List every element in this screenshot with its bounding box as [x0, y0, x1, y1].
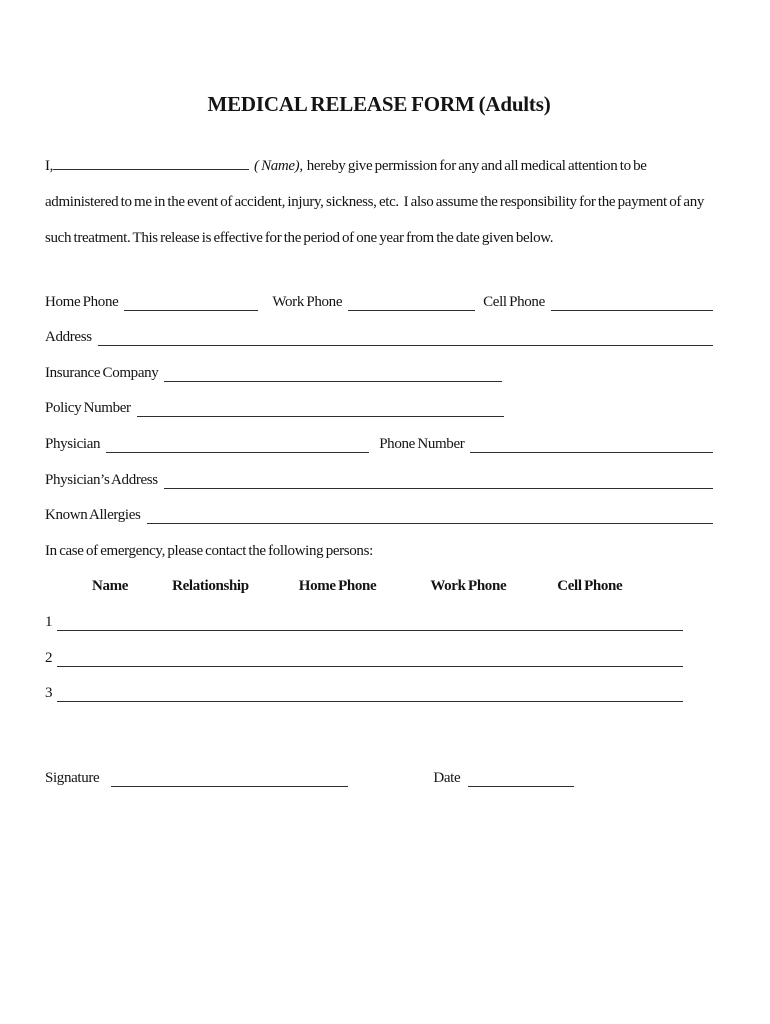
address-blank[interactable] [98, 345, 713, 346]
date-blank[interactable] [468, 786, 574, 787]
work-phone-blank[interactable] [348, 310, 475, 311]
column-header-name: Name [92, 578, 129, 595]
physician-phone-blank[interactable] [470, 452, 713, 453]
fields-section [45, 275, 713, 787]
cell-phone-blank[interactable] [551, 310, 713, 311]
signature-label: Signature [45, 769, 100, 786]
form-title: MEDICAL RELEASE FORM (Adults) [207, 92, 551, 116]
known-allergies-blank[interactable] [147, 523, 713, 524]
known-allergies-label: Known Allergies [45, 507, 141, 524]
emergency-contact-row-2 [45, 631, 713, 667]
physician-phone-label: Phone Number [379, 435, 465, 452]
physician-row [45, 417, 713, 453]
contact-row-3-blank[interactable] [57, 701, 683, 702]
intro-prefix: I, [45, 158, 54, 174]
phones-row [45, 275, 713, 311]
physicians-address-blank[interactable] [164, 488, 713, 489]
column-header-work-phone: Work Phone [430, 578, 507, 595]
insurance-company-blank[interactable] [164, 381, 502, 382]
known-allergies-row [45, 489, 713, 525]
home-phone-label: Home Phone [45, 293, 119, 310]
cell-phone-label: Cell Phone [483, 293, 545, 310]
column-header-home-phone: Home Phone [298, 578, 377, 595]
emergency-lead-in-text: In case of emergency, please contact the following persons: [45, 542, 373, 559]
address-row [45, 311, 713, 347]
column-header-relationship: Relationship [172, 578, 249, 595]
contact-row-1-blank[interactable] [57, 630, 683, 631]
intro-body-text: hereby give permission for any and all medical attention to be administered to me in the event of accident, injury, sickness, etc. I also assume the responsibility for the payment of any such treatment. This release is effective for the period of one year from the date given below. [45, 158, 707, 246]
contact-row-number: 3 [45, 685, 53, 702]
signature-row [45, 751, 713, 787]
insurance-company-row [45, 346, 713, 382]
policy-number-row [45, 382, 713, 418]
contact-row-number: 1 [45, 613, 53, 630]
column-header-cell-phone: Cell Phone [557, 578, 623, 595]
emergency-contacts-header-row [45, 560, 713, 596]
insurance-company-label: Insurance Company [45, 364, 159, 381]
physician-blank[interactable] [106, 452, 369, 453]
emergency-contact-row-1 [45, 595, 713, 631]
policy-number-label: Policy Number [45, 400, 131, 417]
contact-row-2-blank[interactable] [57, 666, 683, 667]
contact-row-number: 2 [45, 649, 53, 666]
address-label: Address [45, 329, 92, 346]
name-hint-label: ( Name), [254, 158, 303, 174]
signature-blank[interactable] [111, 786, 348, 787]
name-blank[interactable] [53, 169, 249, 170]
date-label: Date [433, 769, 461, 786]
work-phone-label: Work Phone [272, 293, 343, 310]
policy-number-blank[interactable] [137, 416, 504, 417]
emergency-contact-row-3 [45, 667, 713, 703]
physicians-address-label: Physician’s Address [45, 471, 158, 488]
physicians-address-row [45, 453, 713, 489]
home-phone-blank[interactable] [124, 310, 258, 311]
intro-paragraph [45, 148, 713, 256]
emergency-lead-in [45, 524, 713, 560]
physician-label: Physician [45, 435, 101, 452]
